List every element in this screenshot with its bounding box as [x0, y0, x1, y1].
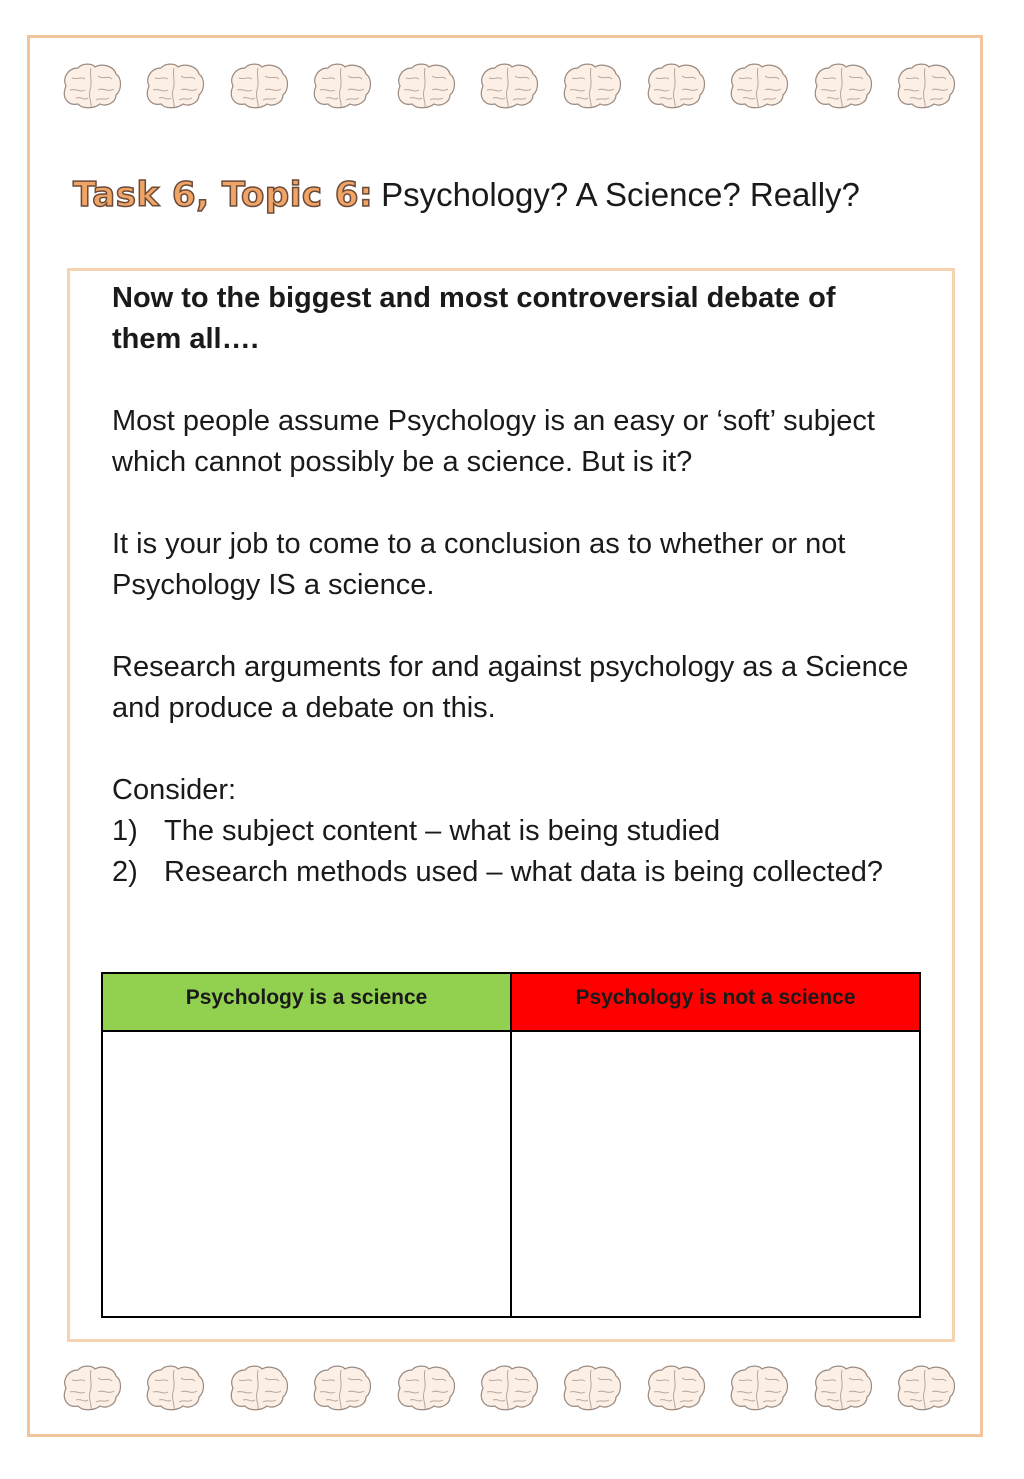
- brain-icon: [141, 60, 207, 116]
- brain-icon: [892, 1362, 958, 1418]
- list-text: The subject content – what is being studied: [164, 815, 721, 847]
- brain-icon: [225, 60, 291, 116]
- brain-icon: [475, 60, 541, 116]
- paragraph-research: Research arguments for and against psychology as a Science and produce a debate on this.: [112, 651, 909, 724]
- brain-icon: [809, 1362, 875, 1418]
- brain-icon: [725, 60, 791, 116]
- task-label: Task 6, Topic 6:: [73, 175, 374, 215]
- list-item: [112, 811, 912, 852]
- debate-table: [101, 972, 921, 1318]
- title-subtitle: Psychology? A Science? Really?: [381, 176, 860, 213]
- paragraph-task: It is your job to come to a conclusion as to whether or not Psychology IS a science.: [112, 528, 846, 601]
- for-answer-cell[interactable]: [102, 1031, 511, 1317]
- brain-icon: [558, 1362, 624, 1418]
- list-number: 1): [112, 815, 138, 847]
- brain-icon: [642, 1362, 708, 1418]
- content-text: [112, 278, 912, 893]
- brain-icon: [475, 1362, 541, 1418]
- brain-icon: [392, 60, 458, 116]
- against-answer-cell[interactable]: [511, 1031, 920, 1317]
- consider-label: Consider:: [112, 774, 237, 806]
- brain-icon: [225, 1362, 291, 1418]
- brain-icon: [725, 1362, 791, 1418]
- list-item: [112, 852, 912, 893]
- brain-border-bottom: [58, 1362, 958, 1418]
- brain-icon: [141, 1362, 207, 1418]
- brain-border-top: [58, 60, 958, 116]
- list-number: 2): [112, 856, 138, 888]
- brain-icon: [809, 60, 875, 116]
- brain-icon: [308, 1362, 374, 1418]
- list-text: Research methods used – what data is being collected?: [164, 856, 883, 888]
- consider-list: [112, 811, 912, 893]
- brain-icon: [308, 60, 374, 116]
- brain-icon: [642, 60, 708, 116]
- lead-paragraph: Now to the biggest and most controversial debate of them all….: [112, 282, 836, 355]
- column-header-against: Psychology is not a science: [511, 973, 920, 1031]
- paragraph-assumption: Most people assume Psychology is an easy or ‘soft’ subject which cannot possibly be a science. But is it?: [112, 405, 875, 478]
- brain-icon: [58, 60, 124, 116]
- page-title: [73, 170, 860, 220]
- brain-icon: [58, 1362, 124, 1418]
- brain-icon: [392, 1362, 458, 1418]
- brain-icon: [558, 60, 624, 116]
- column-header-for: Psychology is a science: [102, 973, 511, 1031]
- brain-icon: [892, 60, 958, 116]
